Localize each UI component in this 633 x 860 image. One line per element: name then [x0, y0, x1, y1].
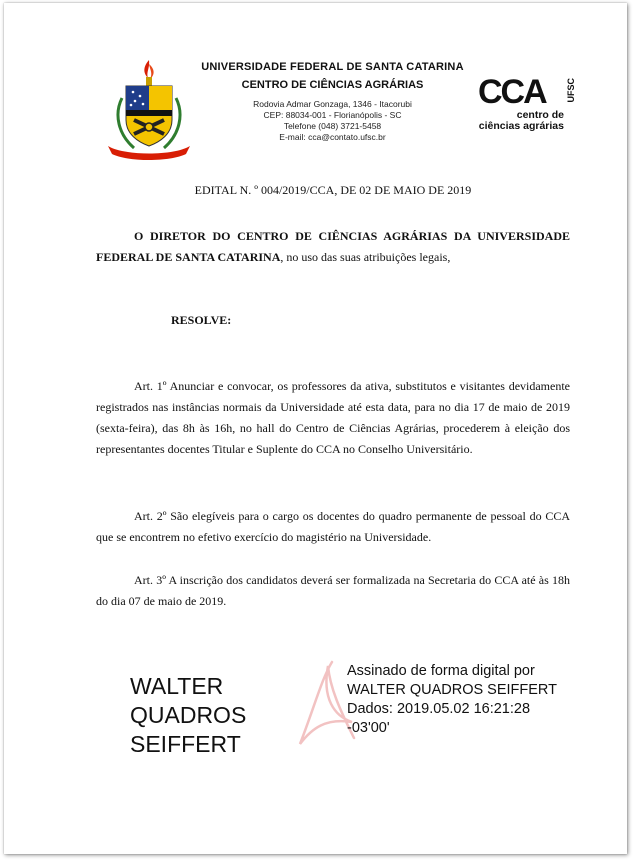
signature-info-line3: Dados: 2019.05.02 16:21:28 [347, 701, 531, 717]
phone: Telefone (048) 3721-5458 [283, 121, 382, 131]
intro-rest: , no uso das suas atribuições legais, [280, 250, 451, 264]
cca-logo-subtitle-line2: ciências agrárias [478, 120, 564, 132]
intro-bold: O DIRETOR DO CENTRO DE CIÊNCIAS AGRÁRIAS DA UNIVERSIDADE FEDERAL DE SANTA CATARINA [96, 229, 570, 264]
institution-header [190, 60, 475, 143]
email: E-mail: cca@contato.ufsc.br [279, 132, 386, 142]
cep: CEP: 88034-001 - Florianópolis - SC [263, 110, 402, 120]
resolve-heading: RESOLVE: [171, 313, 232, 327]
signer-name-line1: WALTER QUADROS [130, 673, 247, 728]
intro-paragraph [96, 226, 570, 268]
university-name: UNIVERSIDADE FEDERAL DE SANTA CATARINA [201, 61, 464, 73]
article-2: Art. 2º São elegíveis para o cargo os docentes do quadro permanente de pessoal do CCA que se encontrem no efetivo exercício do magistério na Universidade. [96, 509, 570, 544]
cca-logo-text: CCA [478, 73, 546, 111]
cca-logo-subtitle [478, 110, 564, 132]
signature-info-line2: WALTER QUADROS SEIFFERT [347, 682, 558, 698]
edital-title: EDITAL N. º 004/2019/CCA, DE 02 DE MAIO DE 2019 [194, 183, 472, 197]
signature-info-line1: Assinado de forma digital por [347, 663, 535, 679]
signature-info-line4: -03'00' [347, 720, 390, 736]
ufsc-coat-of-arms-icon [104, 58, 194, 162]
signer-name-line2: SEIFFERT [130, 731, 241, 757]
article-1: Art. 1º Anunciar e convocar, os professores da ativa, substitutos e visitantes devidamente registrados nas instâncias normais da Universidade até esta data, para no dia 17 de maio de 2019 (sexta-feira), das 8h às 16h, no hall do Centro de Ciências Agrárias, procederem à eleição dos representantes docentes Titular e Suplente do CCA no Conselho Universitário. [96, 379, 570, 456]
center-name: CENTRO DE CIÊNCIAS AGRÁRIAS [241, 79, 424, 91]
cca-logo-ufsc: UFSC [566, 78, 576, 103]
cca-logo-subtitle-line1: centro de [516, 109, 564, 121]
address: Rodovia Admar Gonzaga, 1346 - Itacorubi [253, 99, 412, 109]
signature-info [347, 662, 577, 738]
article-3: Art. 3º A inscrição dos candidatos deverá ser formalizada na Secretaria do CCA até às 18h do dia 07 de maio de 2019. [96, 573, 570, 608]
